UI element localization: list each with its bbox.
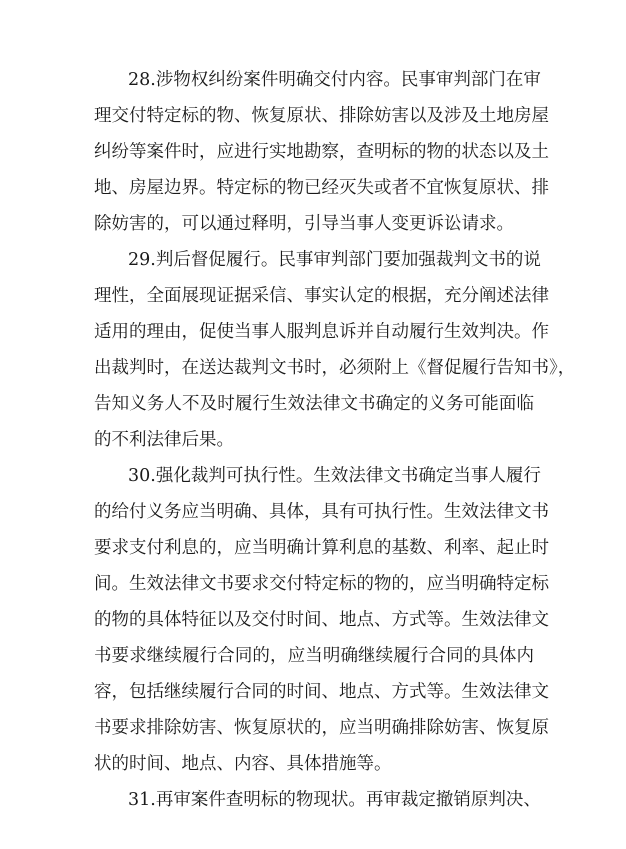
paragraph-31-line-1: 31.再审案件查明标的物现状。再审裁定撤销原判决、 — [128, 790, 541, 810]
paragraph-28-line-2: 理交付特定标的物、恢复原状、排除妨害以及涉及土地房屋 — [94, 106, 549, 126]
paragraph-28-line-5: 除妨害的，可以通过释明，引导当事人变更诉讼请求。 — [94, 214, 514, 234]
paragraph-30-line-3: 要求支付利息的，应当明确计算利息的基数、利率、起止时 — [94, 538, 549, 558]
paragraph-29-line-4: 出裁判时，在送达裁判文书时，必须附上《督促履行告知书》， — [94, 358, 576, 378]
paragraph-30-line-2: 的给付义务应当明确、具体，具有可执行性。生效法律文书 — [94, 502, 549, 522]
paragraph-30-line-4: 间。生效法律文书要求交付特定标的物的，应当明确特定标 — [94, 574, 549, 594]
paragraph-30-line-9: 状的时间、地点、内容、具体措施等。 — [94, 754, 392, 774]
paragraph-30-line-7: 容，包括继续履行合同的时间、地点、方式等。生效法律文 — [94, 682, 549, 702]
paragraph-30-line-8: 书要求排除妨害、恢复原状的，应当明确排除妨害、恢复原 — [94, 718, 549, 738]
paragraph-29-line-3: 适用的理由，促使当事人服判息诉并自动履行生效判决。作 — [94, 322, 549, 342]
paragraph-29-line-1: 29.判后督促履行。民事审判部门要加强裁判文书的说 — [128, 250, 541, 270]
paragraph-30-line-5: 的物的具体特征以及交付时间、地点、方式等。生效法律文 — [94, 610, 549, 630]
paragraph-30-line-6: 书要求继续履行合同的，应当明确继续履行合同的具体内 — [94, 646, 534, 666]
paragraph-28-line-1: 28.涉物权纠纷案件明确交付内容。民事审判部门在审 — [128, 70, 541, 90]
paragraph-29-line-2: 理性，全面展现证据采信、事实认定的根据，充分阐述法律 — [94, 286, 549, 306]
paragraph-30-line-1: 30.强化裁判可执行性。生效法律文书确定当事人履行 — [128, 466, 541, 486]
paragraph-29-line-6: 的不利法律后果。 — [94, 430, 234, 450]
paragraph-28-line-3: 纠纷等案件时，应进行实地勘察，查明标的物的状态以及土 — [94, 142, 549, 162]
paragraph-28-line-4: 地、房屋边界。特定标的物已经灭失或者不宜恢复原状、排 — [94, 178, 549, 198]
paragraph-29-line-5: 告知义务人不及时履行生效法律文书确定的义务可能面临 — [94, 394, 534, 414]
